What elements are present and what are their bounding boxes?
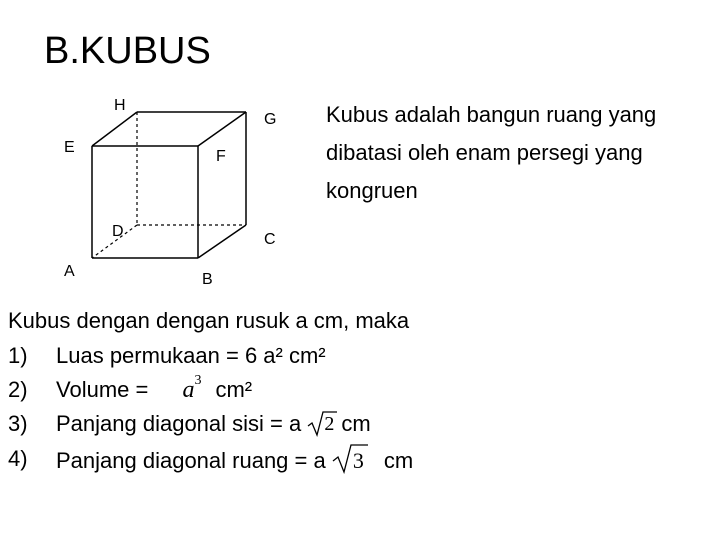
edge-cb: [198, 225, 246, 258]
definition-line-2: dibatasi oleh enam persegi yang: [326, 140, 643, 165]
definition-line-3: kongruen: [326, 178, 418, 203]
property-text-row: [56, 373, 253, 404]
vertex-label-g: G: [264, 111, 277, 128]
page-title: B.KUBUS: [44, 30, 211, 72]
property-text: Volume =: [56, 377, 155, 402]
vertex-label-h: H: [114, 97, 126, 114]
cube-diagram: [0, 0, 320, 300]
vertex-label-d: D: [112, 223, 124, 240]
property-number: 3): [8, 411, 28, 436]
property-text-row: [56, 411, 371, 439]
cube-definition: [326, 96, 706, 210]
definition-line-1: Kubus adalah bangun ruang yang: [326, 102, 657, 127]
property-unit: cm: [341, 411, 371, 436]
property-text: Panjang diagonal ruang = a: [56, 447, 326, 473]
vertex-label-b: B: [202, 271, 213, 288]
property-unit: cm²: [215, 377, 253, 402]
vertex-label-c: C: [264, 231, 276, 248]
vertex-label-a: A: [64, 263, 75, 280]
radicand: 3: [352, 448, 364, 473]
property-text: Panjang diagonal sisi = a: [56, 411, 302, 436]
expr-exponent: 3: [194, 373, 202, 388]
property-number: 2): [8, 377, 28, 402]
radicand: 2: [324, 413, 335, 436]
property-text: Luas permukaan = 6 a² cm²: [56, 343, 326, 368]
cube-volume-expression: [182, 373, 202, 403]
property-text-row: [56, 446, 413, 478]
vertex-label-f: F: [216, 148, 226, 165]
property-number: 4): [8, 446, 28, 471]
vertex-label-e: E: [64, 139, 75, 156]
edge-gf: [198, 112, 246, 146]
square-root-2: [307, 411, 337, 439]
expr-base: a: [182, 377, 195, 403]
properties-intro: Kubus dengan dengan rusuk a cm, maka: [8, 308, 410, 333]
property-unit: cm: [383, 447, 414, 473]
square-root-3: [332, 446, 368, 478]
property-number: 1): [8, 343, 28, 368]
edge-eh: [92, 112, 137, 146]
